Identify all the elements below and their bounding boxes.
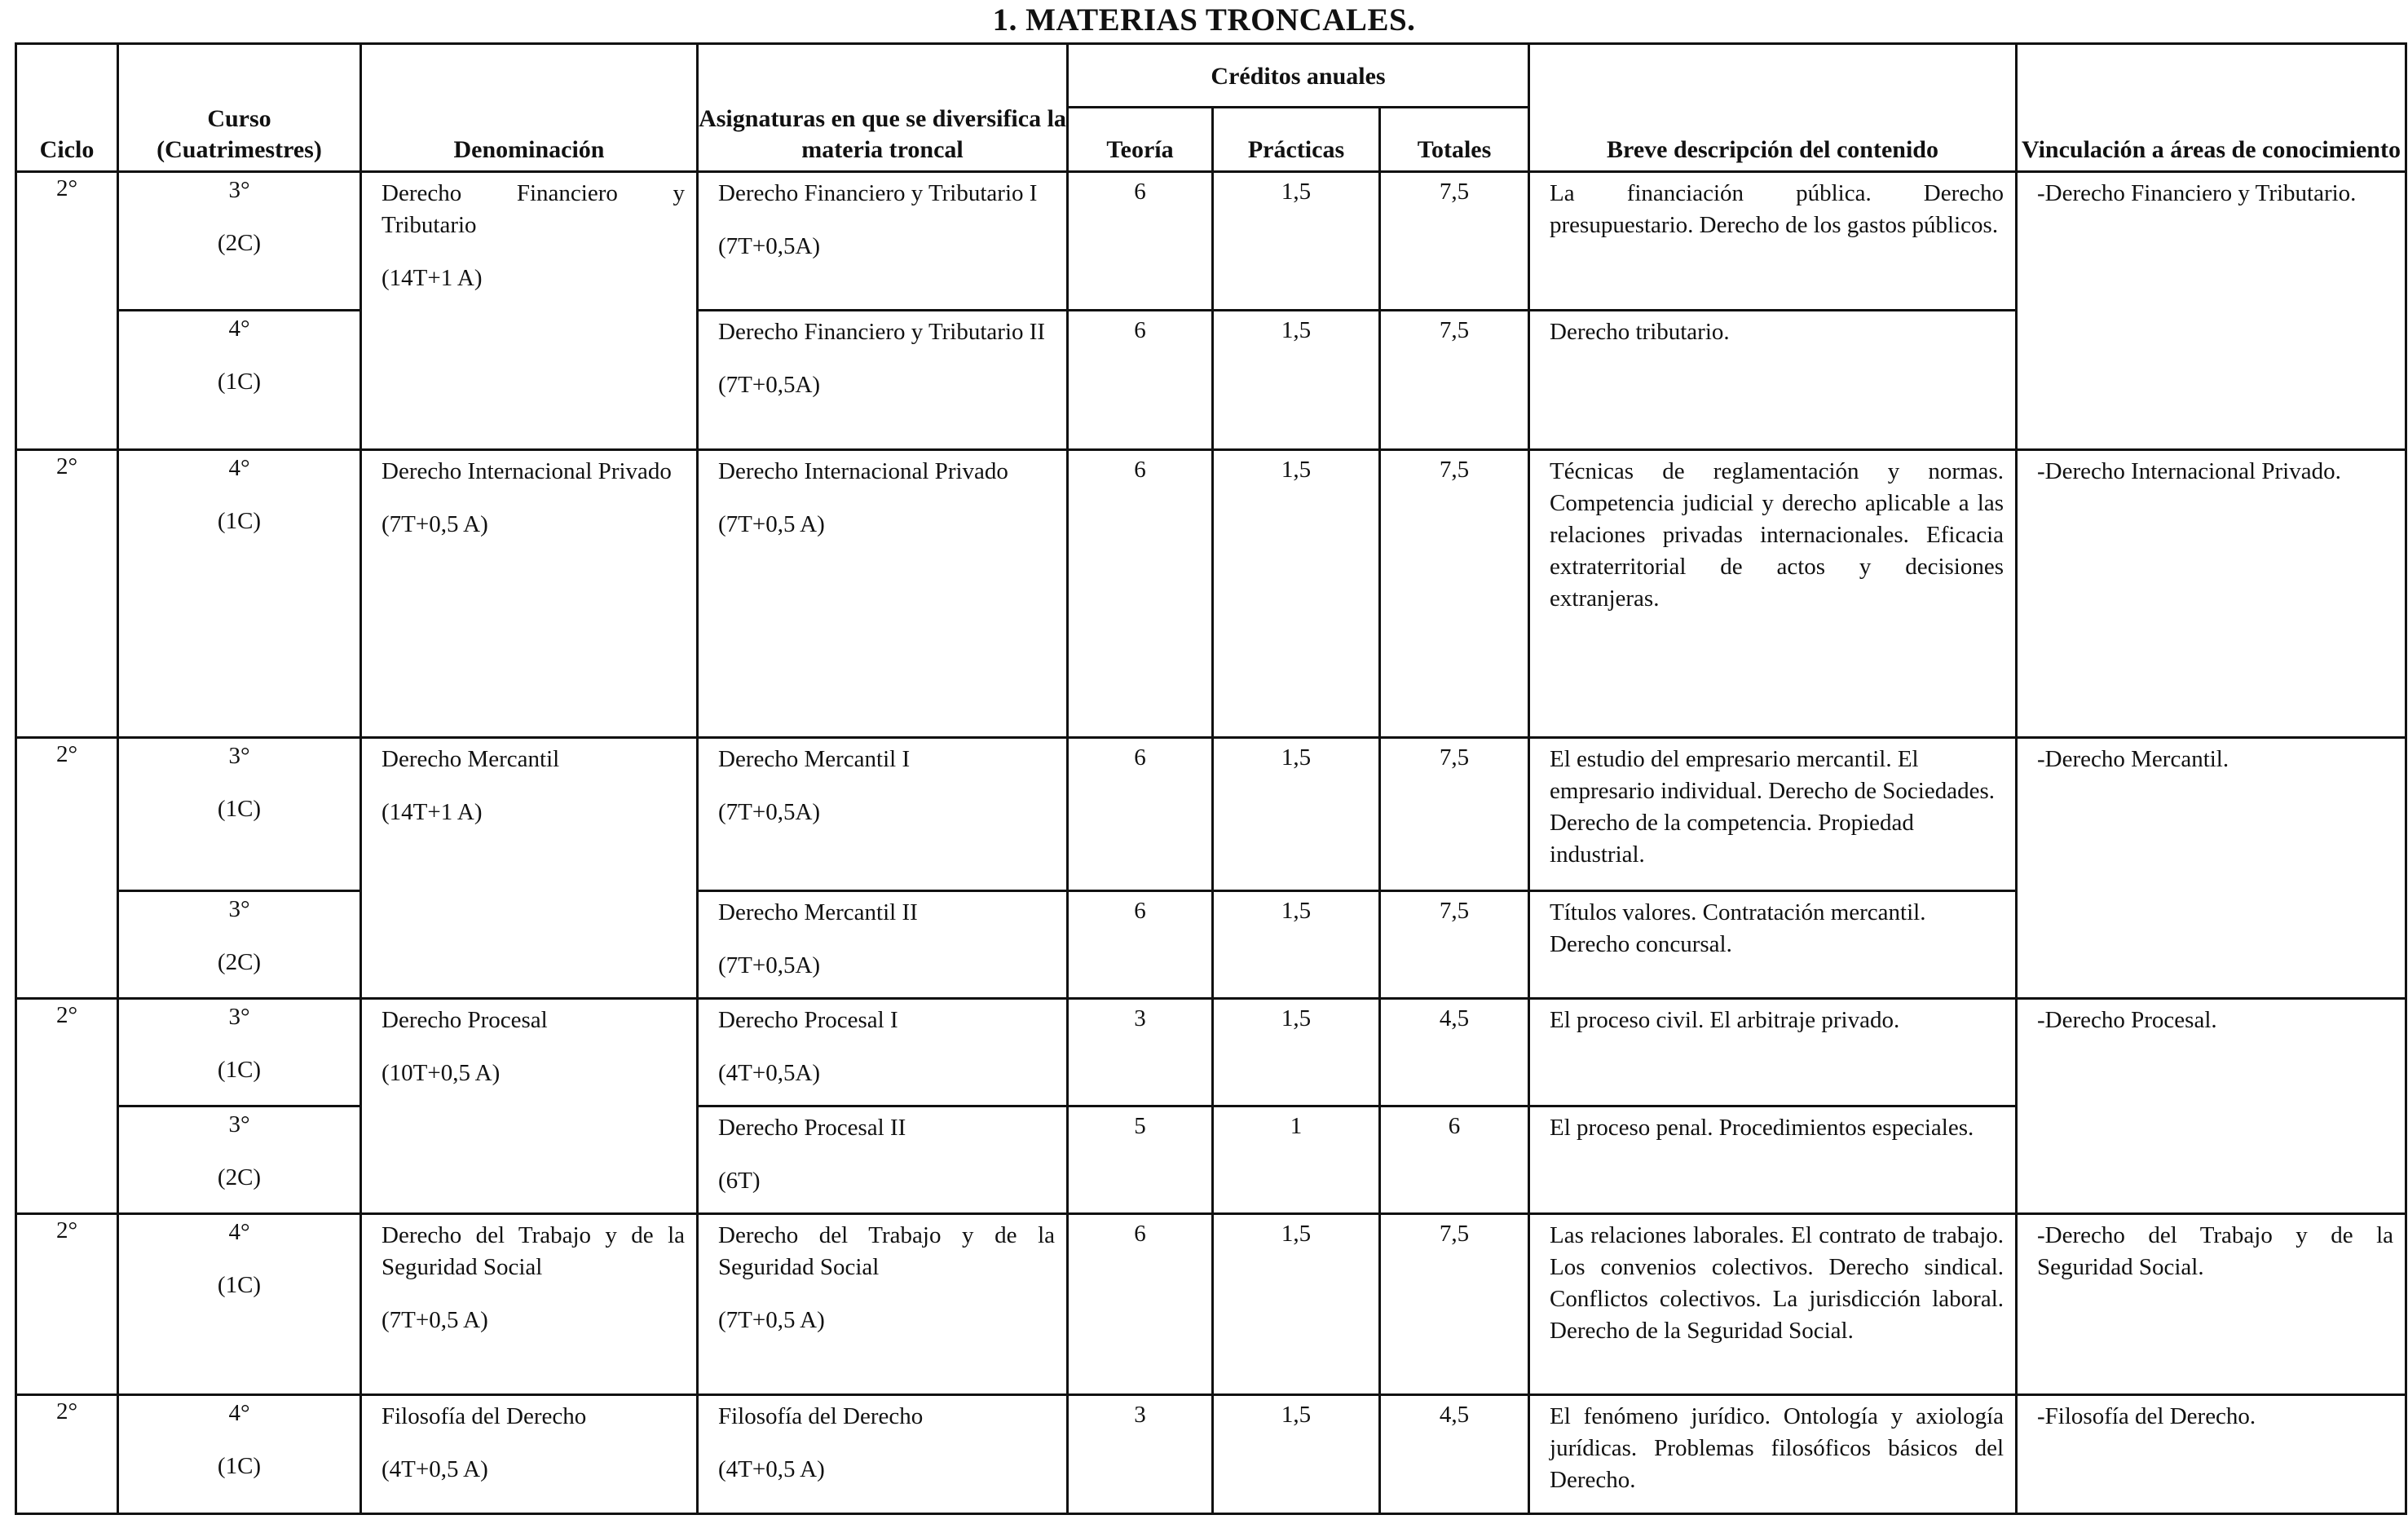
denominacion-cell (361, 172, 698, 450)
teoria-cell: 3 (1068, 999, 1213, 1106)
cuatrimestre-value: (1C) (217, 508, 262, 534)
cuatrimestre-value: (1C) (217, 1453, 262, 1479)
asignatura-creditos: (7T+0,5 A) (718, 511, 825, 537)
table-row (16, 738, 2406, 891)
denominacion-creditos: (10T+0,5 A) (381, 1060, 501, 1086)
asignatura-cell (698, 1214, 1068, 1395)
descripcion-cell: El proceso civil. El arbitraje privado. (1529, 999, 2017, 1106)
ciclo-cell: 2° (16, 999, 118, 1214)
header-practicas: Prácticas (1213, 108, 1380, 172)
totales-cell: 7,5 (1380, 891, 1529, 999)
teoria-cell: 6 (1068, 891, 1213, 999)
asignatura-text: Derecho Procesal I (718, 1007, 898, 1033)
curso-cell (118, 1395, 361, 1514)
asignatura-cell (698, 891, 1068, 999)
asignatura-cell (698, 738, 1068, 891)
totales-cell: 7,5 (1380, 311, 1529, 450)
curso-cell (118, 450, 361, 738)
curso-cell (118, 1214, 361, 1395)
denominacion-creditos: (4T+0,5 A) (381, 1456, 488, 1482)
totales-cell: 7,5 (1380, 172, 1529, 311)
cuatrimestre-value: (1C) (217, 369, 262, 395)
asignatura-creditos: (4T+0,5A) (718, 1060, 821, 1086)
curso-value: 4° (228, 1400, 250, 1426)
totales-cell: 4,5 (1380, 999, 1529, 1106)
curso-value: 3° (228, 177, 250, 203)
denominacion-cell (361, 1395, 698, 1514)
teoria-cell: 6 (1068, 738, 1213, 891)
asignatura-creditos: (7T+0,5A) (718, 799, 821, 825)
teoria-cell: 6 (1068, 311, 1213, 450)
header-creditos: Créditos anuales (1068, 44, 1529, 108)
page-title: 1. MATERIAS TRONCALES. (992, 2, 1416, 38)
ciclo-cell: 2° (16, 1395, 118, 1514)
curso-cell (118, 1106, 361, 1214)
vinculacion-cell: -Derecho Mercantil. (2017, 738, 2406, 999)
table-row (16, 172, 2406, 311)
descripcion-cell: Títulos valores. Contratación mercantil. Derecho concursal. (1529, 891, 2017, 999)
totales-cell: 7,5 (1380, 450, 1529, 738)
curso-value: 3° (228, 896, 250, 922)
teoria-cell: 3 (1068, 1395, 1213, 1514)
denominacion-cell (361, 738, 698, 999)
curso-cell (118, 311, 361, 450)
asignatura-cell (698, 450, 1068, 738)
header-curso (118, 44, 361, 172)
descripcion-cell: La financiación pública. Derecho presupuestario. Derecho de los gastos públicos. (1529, 172, 2017, 311)
asignatura-text: Derecho Internacional Privado (718, 458, 1008, 484)
vinculacion-cell: -Filosofía del Derecho. (2017, 1395, 2406, 1514)
header-vinculacion: Vinculación a áreas de conocimiento (2017, 44, 2406, 172)
header-ciclo: Ciclo (16, 44, 118, 172)
practicas-cell: 1,5 (1213, 738, 1380, 891)
teoria-cell: 6 (1068, 172, 1213, 311)
cuatrimestre-value: (1C) (217, 1057, 262, 1083)
denominacion-text: Derecho del Trabajo y de la Seguridad Social (381, 1222, 685, 1280)
curso-cell (118, 999, 361, 1106)
totales-cell: 6 (1380, 1106, 1529, 1214)
asignatura-text: Derecho Procesal II (718, 1115, 906, 1141)
ciclo-cell: 2° (16, 450, 118, 738)
header-denominacion: Denominación (361, 44, 698, 172)
asignatura-text: Derecho Financiero y Tributario II (718, 319, 1046, 345)
vinculacion-cell: -Derecho Financiero y Tributario. (2017, 172, 2406, 450)
denominacion-creditos: (14T+1 A) (381, 799, 483, 825)
denominacion-creditos: (7T+0,5 A) (381, 511, 488, 537)
ciclo-cell: 2° (16, 172, 118, 450)
curso-value: 3° (228, 1111, 250, 1137)
curso-value: 3° (228, 1004, 250, 1030)
table-row (16, 1214, 2406, 1395)
asignatura-cell (698, 311, 1068, 450)
asignatura-cell (698, 1106, 1068, 1214)
asignatura-creditos: (7T+0,5A) (718, 372, 821, 398)
curso-value: 4° (228, 316, 250, 342)
header-descripcion: Breve descripción del contenido (1529, 44, 2017, 172)
table-row (16, 999, 2406, 1106)
practicas-cell: 1 (1213, 1106, 1380, 1214)
table-row (16, 1395, 2406, 1514)
asignatura-creditos: (7T+0,5 A) (718, 1307, 825, 1333)
header-curso-sub: (Cuatrimestres) (157, 136, 322, 163)
cuatrimestre-value: (2C) (217, 949, 262, 975)
table-row (16, 450, 2406, 738)
vinculacion-cell: -Derecho Internacional Privado. (2017, 450, 2406, 738)
curso-cell (118, 172, 361, 311)
asignatura-text: Derecho del Trabajo y de la Seguridad Social (718, 1222, 1055, 1280)
asignatura-text: Derecho Mercantil I (718, 746, 911, 772)
descripcion-cell: Técnicas de reglamentación y normas. Competencia judicial y derecho aplicable a las relaciones privadas internacionales. Eficacia extraterritorial de actos y decisiones extranjeras. (1529, 450, 2017, 738)
asignatura-text: Derecho Financiero y Tributario I (718, 180, 1038, 206)
denominacion-cell (361, 999, 698, 1214)
descripcion-cell: Las relaciones laborales. El contrato de trabajo. Los convenios colectivos. Derecho sindical. Conflictos colectivos. La jurisdicción laboral. Derecho de la Seguridad Social. (1529, 1214, 2017, 1395)
asignatura-text: Derecho Mercantil II (718, 899, 918, 925)
descripcion-cell: Derecho tributario. (1529, 311, 2017, 450)
asignatura-creditos: (7T+0,5A) (718, 233, 821, 259)
denominacion-text: Filosofía del Derecho (381, 1403, 587, 1429)
asignatura-creditos: (7T+0,5A) (718, 952, 821, 978)
denominacion-cell (361, 1214, 698, 1395)
asignatura-cell (698, 999, 1068, 1106)
header-curso-label: Curso (207, 105, 271, 132)
practicas-cell: 1,5 (1213, 999, 1380, 1106)
denominacion-text: Derecho Financiero y Tributario (381, 180, 685, 238)
descripcion-cell: El estudio del empresario mercantil. El empresario individual. Derecho de Sociedades. Derecho de la competencia. Propiedad industrial. (1529, 738, 2017, 891)
materias-table (15, 42, 2407, 1515)
ciclo-cell: 2° (16, 1214, 118, 1395)
curso-value: 4° (228, 1219, 250, 1245)
practicas-cell: 1,5 (1213, 172, 1380, 311)
header-totales: Totales (1380, 108, 1529, 172)
practicas-cell: 1,5 (1213, 450, 1380, 738)
cuatrimestre-value: (1C) (217, 1272, 262, 1298)
cuatrimestre-value: (1C) (217, 796, 262, 822)
asignatura-cell (698, 172, 1068, 311)
asignatura-creditos: (6T) (718, 1168, 761, 1194)
curso-value: 4° (228, 455, 250, 481)
asignatura-text: Filosofía del Derecho (718, 1403, 924, 1429)
curso-cell (118, 738, 361, 891)
denominacion-creditos: (14T+1 A) (381, 265, 483, 291)
teoria-cell: 5 (1068, 1106, 1213, 1214)
header-asignaturas: Asignaturas en que se diversifica la materia troncal (698, 44, 1068, 172)
denominacion-text: Derecho Mercantil (381, 746, 560, 772)
vinculacion-cell: -Derecho Procesal. (2017, 999, 2406, 1214)
asignatura-cell (698, 1395, 1068, 1514)
header-teoria: Teoría (1068, 108, 1213, 172)
denominacion-creditos: (7T+0,5 A) (381, 1307, 488, 1333)
denominacion-cell (361, 450, 698, 738)
descripcion-cell: El proceso penal. Procedimientos especiales. (1529, 1106, 2017, 1214)
cuatrimestre-value: (2C) (217, 230, 262, 256)
curso-cell (118, 891, 361, 999)
curso-value: 3° (228, 743, 250, 769)
practicas-cell: 1,5 (1213, 1395, 1380, 1514)
asignatura-creditos: (4T+0,5 A) (718, 1456, 825, 1482)
totales-cell: 4,5 (1380, 1395, 1529, 1514)
totales-cell: 7,5 (1380, 1214, 1529, 1395)
practicas-cell: 1,5 (1213, 891, 1380, 999)
totales-cell: 7,5 (1380, 738, 1529, 891)
ciclo-cell: 2° (16, 738, 118, 999)
cuatrimestre-value: (2C) (217, 1164, 262, 1190)
teoria-cell: 6 (1068, 1214, 1213, 1395)
vinculacion-cell: -Derecho del Trabajo y de la Seguridad Social. (2017, 1214, 2406, 1395)
teoria-cell: 6 (1068, 450, 1213, 738)
practicas-cell: 1,5 (1213, 1214, 1380, 1395)
descripcion-cell: El fenómeno jurídico. Ontología y axiología jurídicas. Problemas filosóficos básicos del Derecho. (1529, 1395, 2017, 1514)
practicas-cell: 1,5 (1213, 311, 1380, 450)
denominacion-text: Derecho Internacional Privado (381, 458, 672, 484)
denominacion-text: Derecho Procesal (381, 1007, 548, 1033)
